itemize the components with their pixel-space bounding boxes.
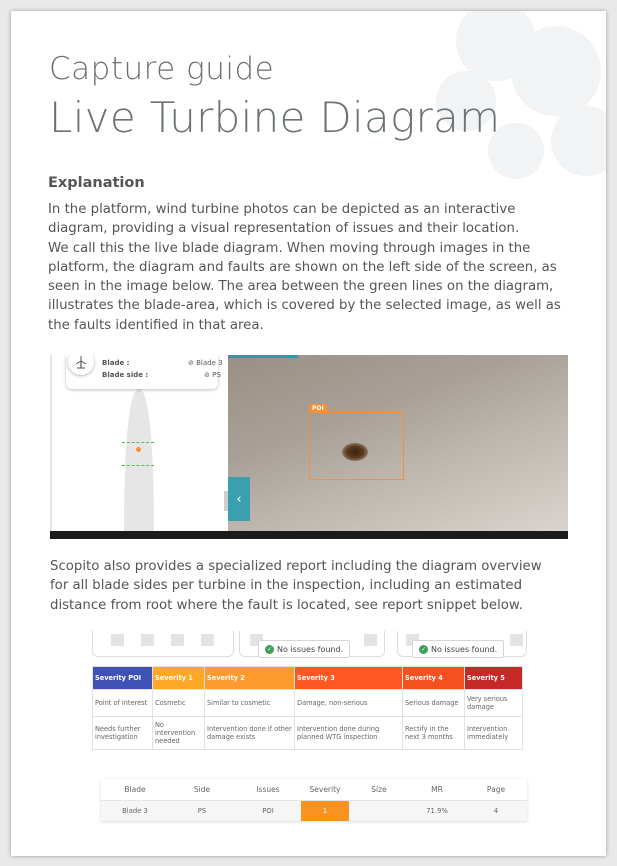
severity-header-1: Severity 1 — [153, 667, 205, 690]
report-intro-paragraph: Scopito also provides a specialized report including the diagram overview for all blade sides per turbine in the inspection, including an estimated distance from root where the fault is located, see report snippet below. — [50, 559, 542, 613]
fault-marker[interactable] — [136, 447, 141, 452]
severity-header-poi: Severity POI — [93, 667, 153, 690]
collapse-panel-button[interactable] — [228, 477, 250, 521]
tag-icon: ⊘ — [204, 371, 210, 379]
header-strip — [228, 355, 298, 358]
table-cell: 4 — [465, 800, 527, 821]
table-cell: Blade 3 — [101, 800, 169, 821]
severity-action: No intervention needed — [153, 717, 205, 750]
severity-description: Very serious damage — [465, 690, 523, 717]
severity-action: Needs further investigation — [93, 717, 153, 750]
guide-subtitle: Capture guide — [49, 51, 275, 87]
column-header: Blade — [101, 779, 169, 800]
table-row — [101, 800, 527, 821]
blade-diagram-panel — [50, 355, 228, 531]
chevron-left-icon: ‹ — [236, 491, 242, 507]
check-icon: ✓ — [266, 645, 273, 653]
severity-action: Rectify in the next 3 months — [403, 717, 465, 750]
blade-overview-card — [92, 631, 234, 657]
severity-description: Serious damage — [403, 690, 465, 717]
check-icon: ✓ — [420, 645, 427, 653]
live-diagram-screenshot — [50, 355, 568, 539]
coverage-line-top — [122, 442, 154, 443]
table-cell: PS — [169, 800, 235, 821]
severity-description: Similar to cosmetic — [205, 690, 295, 717]
page-title: Live Turbine Diagram — [49, 93, 501, 142]
severity-header-3: Severity 3 — [295, 667, 403, 690]
severity-action: Intervention done during planned WTG inspection — [295, 717, 403, 750]
table-cell: POI — [235, 800, 301, 821]
severity-action: Intervention immediately — [465, 717, 523, 750]
table-cell — [349, 800, 409, 821]
poi-annotation-box[interactable] — [309, 405, 404, 480]
tag-icon: ⊘ — [188, 359, 194, 367]
severity-description: Damage, non-serious — [295, 690, 403, 717]
explanation-paragraph: In the platform, wind turbine photos can be depicted as an interactive diagram, providing a visual representation of issues and their location. We call this the live blade diagram. When moving through images in the platform, the diagram and faults are shown on the left side of the screen, as seen in the image below. The area between the green lines on the diagram, illustrates the blade-area, which is covered by the selected image, as well as the faults identified in that area. — [48, 202, 561, 333]
table-header-row — [101, 779, 527, 800]
coverage-line-bottom — [122, 465, 154, 466]
column-header: Severity — [301, 779, 349, 800]
column-header: MR — [409, 779, 465, 800]
table-cell: 71.9% — [409, 800, 465, 821]
severity-legend-table — [92, 666, 523, 750]
column-header: Side — [169, 779, 235, 800]
column-header: Issues — [235, 779, 301, 800]
severity-header-4: Severity 4 — [403, 667, 465, 690]
blade-label: Blade : — [102, 359, 130, 367]
fault-results-table — [101, 779, 527, 821]
guide-page — [11, 11, 606, 856]
severity-description: Cosmetic — [153, 690, 205, 717]
section-heading: Explanation — [48, 175, 145, 191]
blade-side-label: Blade side : — [102, 371, 149, 379]
report-snippet — [90, 631, 527, 813]
severity-description: Point of interest — [93, 690, 153, 717]
screenshot-bottom-bar — [50, 531, 568, 539]
severity-header-2: Severity 2 — [205, 667, 295, 690]
blade-value: ⊘ Blade 3 — [188, 359, 223, 367]
no-issues-badge: ✓ No issues found. — [412, 640, 504, 658]
blade-side-value: ⊘ PS — [204, 371, 221, 379]
severity-header-5: Severity 5 — [465, 667, 523, 690]
blade-info-card — [66, 355, 223, 389]
wind-turbine-icon — [68, 355, 94, 375]
severity-action: Intervention done if other damage exists — [205, 717, 295, 750]
column-header: Page — [465, 779, 527, 800]
poi-tag: POI — [309, 404, 327, 413]
column-header: Size — [349, 779, 409, 800]
severity-cell: 1 — [301, 800, 349, 821]
no-issues-badge: ✓ No issues found. — [258, 640, 350, 658]
